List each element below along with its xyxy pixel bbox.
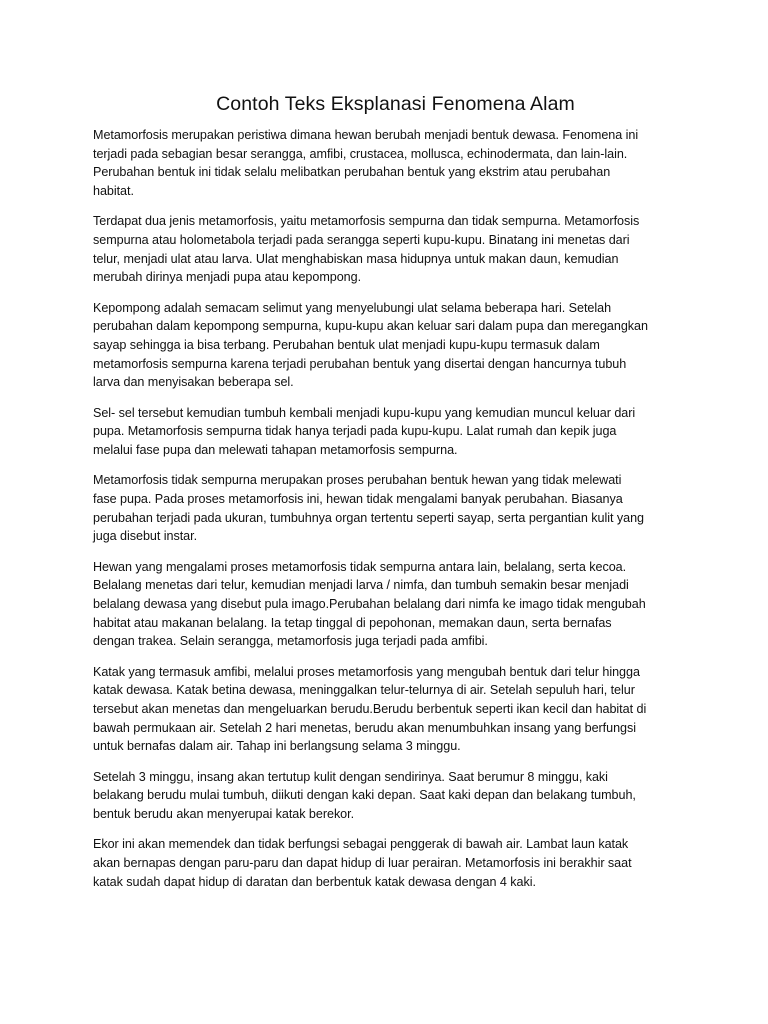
text-line: katak sudah dapat hidup di daratan dan berbentuk katak dewasa dengan 4 kaki. (93, 874, 536, 889)
text-line: Kepompong adalah semacam selimut yang menyelubungi ulat selama beberapa hari. Setelah (93, 300, 612, 315)
text-line: Setelah 3 minggu, insang akan tertutup kulit dengan sendirinya. Saat berumur 8 minggu, kaki (93, 769, 608, 784)
paragraph-5 (93, 471, 708, 546)
text-line: habitat. (93, 184, 134, 199)
text-line: habitat atau makanan belalang. Ia tetap tinggal di pepohonan, memakan daun, serta bernafas (93, 615, 612, 630)
text-line: dengan trakea. Selain serangga, metamorfosis juga terjadi pada amfibi. (93, 634, 488, 649)
paragraph-6 (93, 558, 708, 652)
text-line: metamorfosis sempurna karena terjadi perubahan bentuk yang disertai dengan hancurnya tubuh (93, 356, 627, 371)
text-line: Katak yang termasuk amfibi, melalui proses metamorfosis yang mengubah bentuk dari telur hingga (93, 664, 640, 679)
text-line: terjadi pada sebagian besar serangga, amfibi, crustacea, mollusca, echinodermata, dan lain-lain. (93, 146, 628, 161)
text-line: larva dan menyisakan beberapa sel. (93, 375, 294, 390)
paragraph-7 (93, 663, 708, 757)
text-line: katak dewasa. Katak betina dewasa, meninggalkan telur-telurnya di air. Setelah sepuluh hari, telur (93, 683, 635, 698)
text-line: Belalang menetas dari telur, kemudian menjadi larva / nimfa, dan tumbuh semakin besar menjadi (93, 578, 629, 593)
text-line: fase pupa. Pada proses metamorfosis ini, hewan tidak mengalami banyak perubahan. Biasanya (93, 491, 623, 506)
text-line: bentuk berudu akan menyerupai katak berekor. (93, 807, 355, 821)
text-line: Metamorfosis merupakan peristiwa dimana hewan berubah menjadi bentuk dewasa. Fenomena ini (93, 128, 639, 142)
paragraph-9 (93, 835, 708, 891)
text-line: untuk bernafas dalam air. Tahap ini berlangsung selama 3 minggu. (93, 739, 461, 754)
text-line: perubahan terjadi pada ukuran, tumbuhnya organ tertentu seperti sayap, serta pergantian kulit yang (93, 510, 644, 525)
text-line: belalang dewasa yang disebut pula imago.Perubahan belalang dari nimfa ke imago tidak mengubah (93, 596, 646, 611)
document-title: Contoh Teks Eksplanasi Fenomena Alam (216, 93, 575, 115)
document-body (93, 126, 708, 891)
text-line: melalui fase pupa dan melewati tahapan metamorfosis sempurna. (93, 443, 458, 458)
text-line: Metamorfosis tidak sempurna merupakan proses perubahan bentuk hewan yang tidak melewati (93, 473, 622, 488)
paragraph-1 (93, 126, 708, 201)
text-line: akan bernapas dengan paru-paru dan dapat hidup di luar perairan. Metamorfosis ini berakhir saat (93, 855, 632, 870)
paragraph-8 (93, 768, 708, 824)
text-line: Ekor ini akan memendek dan tidak berfungsi sebagai penggerak di bawah air. Lambat laun katak (93, 837, 629, 852)
paragraph-4 (93, 404, 708, 460)
text-line: perubahan dalam kepompong sempurna, kupu-kupu akan keluar sari dalam pupa dan meregangkan (93, 319, 648, 334)
text-line: Sel- sel tersebut kemudian tumbuh kembali menjadi kupu-kupu yang kemudian muncul keluar dari (93, 405, 636, 420)
text-line: pupa. Metamorfosis sempurna tidak hanya terjadi pada kupu-kupu. Lalat rumah dan kepik juga (93, 424, 617, 439)
text-line: belakang berudu mulai tumbuh, diikuti dengan kaki depan. Saat kaki depan dan belakang tumbuh, (93, 788, 636, 803)
text-line: Perubahan bentuk ini tidak selalu melibatkan perubahan bentuk yang ekstrim atau perubahan (93, 165, 611, 180)
text-line: Terdapat dua jenis metamorfosis, yaitu metamorfosis sempurna dan tidak sempurna. Metamorfosis (93, 214, 640, 229)
text-line: sayap sehingga ia bisa terbang. Perubahan bentuk ulat menjadi kupu-kupu termasuk dalam (93, 338, 600, 353)
text-line: bawah permukaan air. Setelah 2 hari menetas, berudu akan menumbuhkan insang yang berfungsi (93, 720, 636, 735)
text-line: Hewan yang mengalami proses metamorfosis tidak sempurna antara lain, belalang, serta kecoa. (93, 559, 627, 574)
paragraph-3 (93, 299, 708, 393)
text-line: merubah dirinya menjadi pupa atau kepompong. (93, 270, 362, 285)
text-line: telur, menjadi ulat atau larva. Ulat menghabiskan masa hidupnya untuk makan daun, kemudian (93, 251, 619, 266)
paragraph-2 (93, 212, 708, 287)
text-line: sempurna atau holometabola terjadi pada serangga seperti kupu-kupu. Binatang ini menetas dari (93, 233, 630, 248)
text-line: juga disebut instar. (93, 529, 198, 544)
text-line: tersebut akan menetas dan mengeluarkan berudu.Berudu berbentuk seperti ikan kecil dan habitat di (93, 701, 647, 716)
